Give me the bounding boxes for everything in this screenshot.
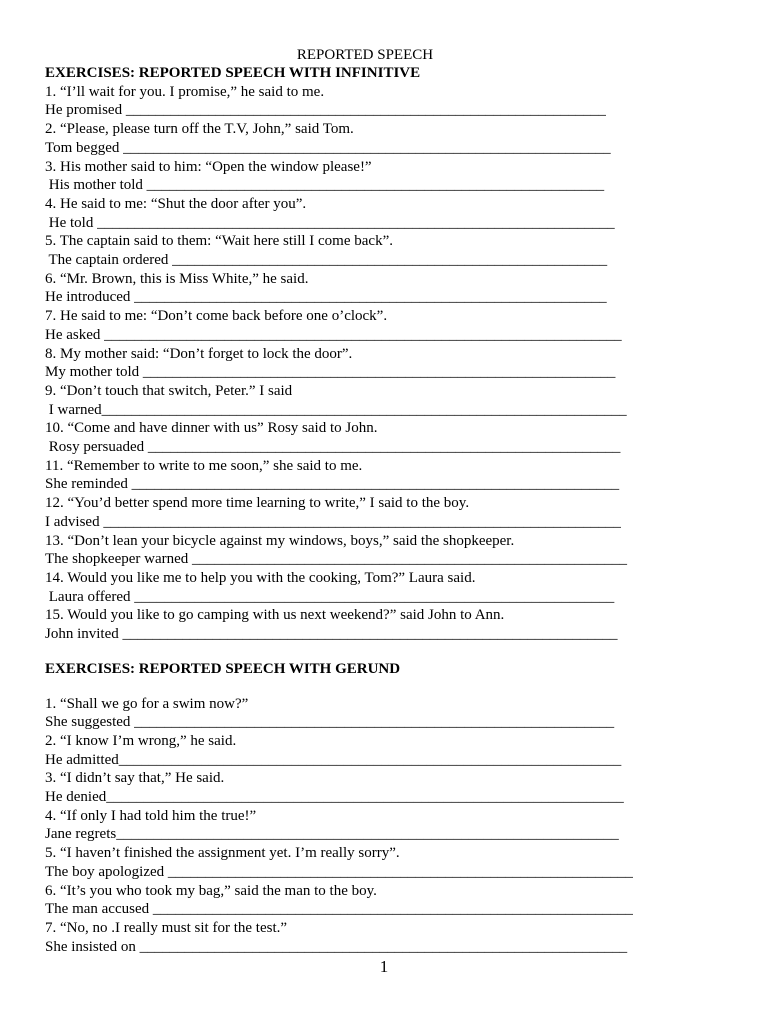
infinitive-answer-line-6[interactable]: He introduced _______________________________________________________________ bbox=[45, 289, 607, 306]
infinitive-answer-line-5[interactable]: The captain ordered __________________________________________________________ bbox=[45, 252, 608, 269]
gerund-answer-line-6[interactable]: The man accused ________________________________________________________________ bbox=[45, 901, 633, 918]
infinitive-question-12: 12. “You’d better spend more time learning to write,” I said to the boy. bbox=[45, 495, 470, 512]
infinitive-question-5: 5. The captain said to them: “Wait here still I come back”. bbox=[45, 233, 393, 250]
infinitive-answer-line-11[interactable]: She reminded _________________________________________________________________ bbox=[45, 476, 620, 493]
gerund-exercise-list bbox=[45, 695, 725, 957]
infinitive-question-8: 8. My mother said: “Don’t forget to lock the door”. bbox=[45, 345, 353, 362]
infinitive-question-6: 6. “Mr. Brown, this is Miss White,” he said. bbox=[45, 270, 309, 287]
worksheet-page bbox=[45, 46, 725, 956]
gerund-question-6: 6. “It’s you who took my bag,” said the man to the boy. bbox=[45, 882, 377, 899]
infinitive-answer-line-8[interactable]: My mother told _______________________________________________________________ bbox=[45, 364, 616, 381]
infinitive-answer-line-2[interactable]: Tom begged _________________________________________________________________ bbox=[45, 139, 611, 156]
gerund-answer-line-7[interactable]: She insisted on _________________________________________________________________ bbox=[45, 938, 628, 955]
gerund-answer-line-4[interactable]: Jane regrets___________________________________________________________________ bbox=[45, 826, 619, 843]
infinitive-question-9: 9. “Don’t touch that switch, Peter.” I said bbox=[45, 382, 293, 399]
infinitive-answer-line-9[interactable]: I warned______________________________________________________________________ bbox=[45, 401, 627, 418]
section-heading-gerund: EXERCISES: REPORTED SPEECH WITH GERUND bbox=[45, 660, 401, 677]
infinitive-answer-line-10[interactable]: Rosy persuaded _______________________________________________________________ bbox=[45, 439, 621, 456]
infinitive-question-11: 11. “Remember to write to me soon,” she said to me. bbox=[45, 457, 363, 474]
infinitive-question-15: 15. Would you like to go camping with us next weekend?” said John to Ann. bbox=[45, 607, 505, 624]
gerund-answer-line-5[interactable]: The boy apologized ______________________________________________________________ bbox=[45, 863, 633, 880]
gerund-question-7: 7. “No, no .I really must sit for the test.” bbox=[45, 919, 288, 936]
section-heading-infinitive: EXERCISES: REPORTED SPEECH WITH INFINITIVE bbox=[45, 65, 421, 81]
infinitive-exercise-list bbox=[45, 83, 725, 644]
page-number: 1 bbox=[379, 957, 389, 976]
infinitive-answer-line-12[interactable]: I advised _____________________________________________________________________ bbox=[45, 513, 621, 530]
infinitive-answer-line-1[interactable]: He promised ________________________________________________________________ bbox=[45, 102, 606, 119]
page-title: REPORTED SPEECH bbox=[296, 47, 434, 63]
infinitive-answer-line-3[interactable]: His mother told _____________________________________________________________ bbox=[45, 177, 605, 194]
infinitive-question-1: 1. “I’ll wait for you. I promise,” he said to me. bbox=[45, 83, 325, 100]
infinitive-question-14: 14. Would you like me to help you with the cooking, Tom?” Laura said. bbox=[45, 569, 476, 586]
gerund-answer-line-3[interactable]: He denied_____________________________________________________________________ bbox=[45, 789, 624, 806]
gerund-question-4: 4. “If only I had told him the true!” bbox=[45, 807, 257, 824]
infinitive-question-7: 7. He said to me: “Don’t come back before one o’clock”. bbox=[45, 308, 388, 325]
infinitive-answer-line-7[interactable]: He asked _____________________________________________________________________ bbox=[45, 326, 622, 343]
gerund-question-3: 3. “I didn’t say that,” He said. bbox=[45, 770, 225, 787]
gerund-answer-line-1[interactable]: She suggested ________________________________________________________________ bbox=[45, 714, 615, 731]
gerund-question-5: 5. “I haven’t finished the assignment yet. I’m really sorry”. bbox=[45, 845, 400, 862]
infinitive-answer-line-15[interactable]: John invited __________________________________________________________________ bbox=[45, 626, 618, 643]
infinitive-question-3: 3. His mother said to him: “Open the window please!” bbox=[45, 158, 372, 175]
infinitive-answer-line-13[interactable]: The shopkeeper warned __________________________________________________________ bbox=[45, 551, 628, 568]
infinitive-answer-line-14[interactable]: Laura offered ________________________________________________________________ bbox=[45, 588, 615, 605]
gerund-question-1: 1. “Shall we go for a swim now?” bbox=[45, 695, 249, 712]
infinitive-question-10: 10. “Come and have dinner with us” Rosy said to John. bbox=[45, 420, 378, 437]
infinitive-question-4: 4. He said to me: “Shut the door after you”. bbox=[45, 195, 307, 212]
gerund-question-2: 2. “I know I’m wrong,” he said. bbox=[45, 732, 237, 749]
infinitive-question-2: 2. “Please, please turn off the T.V, John,” said Tom. bbox=[45, 121, 354, 138]
gerund-answer-line-2[interactable]: He admitted___________________________________________________________________ bbox=[45, 751, 622, 768]
infinitive-answer-line-4[interactable]: He told _____________________________________________________________________ bbox=[45, 214, 615, 231]
infinitive-question-13: 13. “Don’t lean your bicycle against my windows, boys,” said the shopkeeper. bbox=[45, 532, 515, 549]
